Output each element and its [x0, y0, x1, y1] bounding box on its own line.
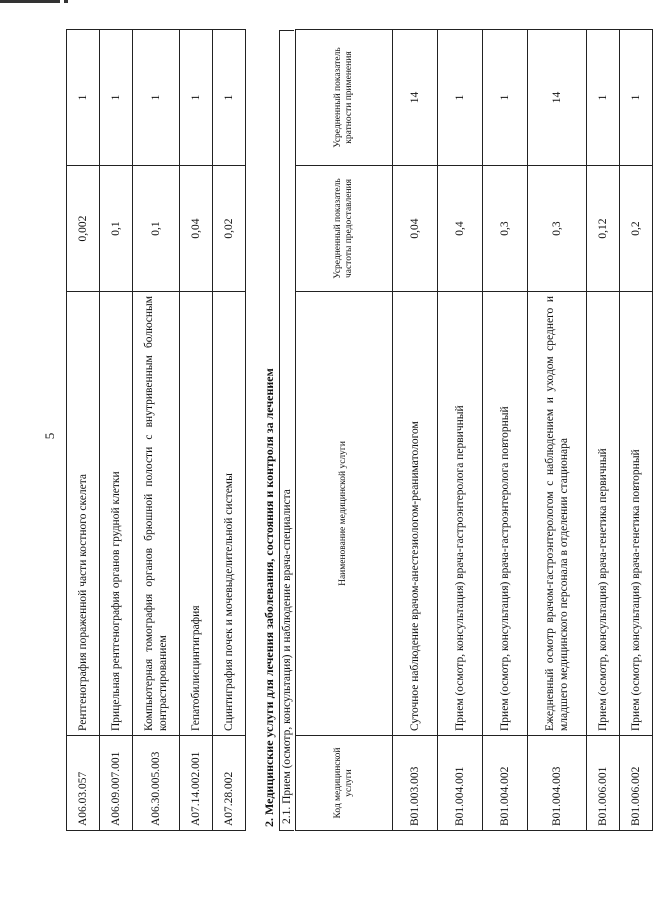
frequency-value: 0,04 [180, 166, 213, 292]
table-row [483, 30, 528, 831]
frequency-value: 0,04 [393, 166, 438, 292]
service-name: Прием (осмотр, консультация) врача-гастроэнтеролога первичный [438, 292, 483, 736]
multiplicity-value: 1 [100, 30, 133, 166]
scan-artifact-dot [64, 0, 68, 3]
frequency-value: 0,002 [67, 166, 100, 292]
specialist-services-table [295, 29, 653, 831]
service-name: Суточное наблюдение врачом-анестезиологом-реаниматологом [393, 292, 438, 736]
services-table-continued [66, 29, 246, 831]
service-name: Компьютерная томография органов брюшной полости с внутривенным болюсным контрастированием [133, 292, 180, 736]
frequency-value: 0,1 [100, 166, 133, 292]
multiplicity-value: 1 [483, 30, 528, 166]
header-multiplicity: Усредненный показатель кратности применения [296, 30, 393, 166]
frequency-value: 0,3 [483, 166, 528, 292]
frequency-value: 0,3 [528, 166, 587, 292]
service-code: B01.004.002 [483, 736, 528, 831]
frequency-value: 0,12 [587, 166, 620, 292]
multiplicity-value: 14 [528, 30, 587, 166]
table-row [100, 30, 133, 831]
service-name: Гепатобилисцинтиграфия [180, 292, 213, 736]
service-code: A06.09.007.001 [100, 736, 133, 831]
multiplicity-value: 14 [393, 30, 438, 166]
frequency-value: 0,4 [438, 166, 483, 292]
page-number: 5 [42, 432, 57, 440]
multiplicity-value: 1 [133, 30, 180, 166]
table-row [393, 30, 438, 831]
table-row [438, 30, 483, 831]
table-row [67, 30, 100, 831]
frequency-value: 0,02 [213, 166, 246, 292]
table-row [620, 30, 653, 831]
service-name: Прицельная рентгенография органов грудной клетки [100, 292, 133, 736]
multiplicity-value: 1 [587, 30, 620, 166]
service-code: B01.006.001 [587, 736, 620, 831]
table-row [133, 30, 180, 831]
scan-artifact [0, 0, 60, 3]
rotated-page-content [66, 30, 642, 831]
header-name: Наименование медицинской услуги [296, 292, 393, 736]
service-code: A06.30.005.003 [133, 736, 180, 831]
service-code: B01.006.002 [620, 736, 653, 831]
multiplicity-value: 1 [180, 30, 213, 166]
table-row [180, 30, 213, 831]
service-code: B01.004.001 [438, 736, 483, 831]
multiplicity-value: 1 [213, 30, 246, 166]
service-code: B01.004.003 [528, 736, 587, 831]
service-code: A07.14.002.001 [180, 736, 213, 831]
service-name: Ежедневный осмотр врачом-гастроэнтерологом с наблюдением и уходом среднего и младшего медицинского персонала в отделении стационара [528, 292, 587, 736]
table-row [528, 30, 587, 831]
subsection-title: 2.1. Прием (осмотр, консультация) и наблюдение врача-специалиста [279, 30, 294, 831]
service-name: Сцинтиграфия почек и мочевыделительной системы [213, 292, 246, 736]
service-name: Прием (осмотр, консультация) врача-гастроэнтеролога повторный [483, 292, 528, 736]
service-code: B01.003.003 [393, 736, 438, 831]
header-frequency: Усредненный показатель частоты предоставления [296, 166, 393, 292]
multiplicity-value: 1 [438, 30, 483, 166]
service-name: Прием (осмотр, консультация) врача-генетика первичный [587, 292, 620, 736]
header-code: Код медицинской услуги [296, 736, 393, 831]
section-title: 2. Медицинские услуги для лечения заболевания, состояния и контроля за лечением [262, 368, 276, 827]
frequency-value: 0,2 [620, 166, 653, 292]
multiplicity-value: 1 [67, 30, 100, 166]
multiplicity-value: 1 [620, 30, 653, 166]
service-name: Рентгенография пораженной части костного скелета [67, 292, 100, 736]
table-row [213, 30, 246, 831]
service-name: Прием (осмотр, консультация) врача-генетика повторный [620, 292, 653, 736]
service-code: A07.28.002 [213, 736, 246, 831]
table-row [587, 30, 620, 831]
frequency-value: 0,1 [133, 166, 180, 292]
table-header-row [296, 30, 393, 831]
service-code: A06.03.057 [67, 736, 100, 831]
